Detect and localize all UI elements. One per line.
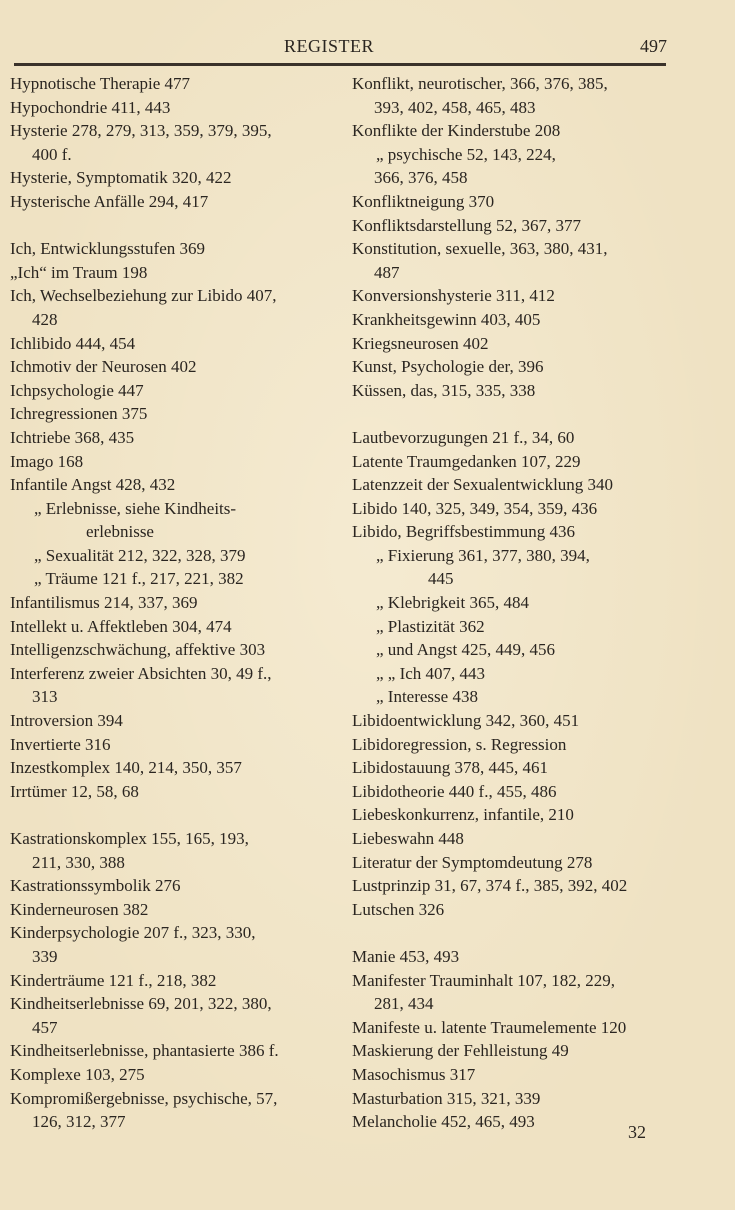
index-entry-continuation: „ Träume 121 f., 217, 221, 382 — [34, 569, 244, 589]
index-entry: Konflikt, neurotischer, 366, 376, 385, — [352, 74, 608, 93]
index-entry-continuation: 400 f. — [32, 144, 72, 164]
index-entry: Ichlibido 444, 454 — [10, 333, 136, 353]
index-entry: Konfliktneigung 370 — [352, 191, 495, 211]
section-gap — [352, 921, 668, 945]
index-entry: Kastrationssymbolik 276 — [10, 876, 181, 896]
index-entry: Libidoentwicklung 342, 360, 451 — [352, 711, 580, 731]
index-entry: Manifester Trauminhalt 107, 182, 229, — [352, 970, 616, 990]
index-entry-continuation: „ psychische 52, 143, 224, — [376, 144, 556, 164]
index-entry: Infantile Angst 428, 432 — [10, 475, 176, 495]
index-entry: Krankheitsgewinn 403, 405 — [352, 309, 541, 329]
index-entry-continuation: 445 — [428, 569, 454, 589]
index-entry-continuation: 428 — [32, 309, 58, 329]
index-entry-continuation: 339 — [32, 946, 58, 966]
index-entry: Komplexe 103, 275 — [10, 1064, 145, 1084]
index-entry: Masturbation 315, 321, 339 — [352, 1088, 541, 1108]
index-entry: Irrtümer 12, 58, 68 — [10, 781, 139, 801]
index-entry: Introversion 394 — [10, 711, 123, 731]
index-entry-continuation: 211, 330, 388 — [32, 852, 125, 872]
index-entry: Imago 168 — [10, 451, 84, 471]
index-entry: Maskierung der Fehlleistung 49 — [352, 1041, 569, 1061]
section-gap — [10, 803, 330, 827]
index-entry-continuation: 366, 376, 458 — [374, 168, 468, 188]
index-entry: Konversionshysterie 311, 412 — [352, 286, 555, 306]
index-entry-continuation: erlebnisse — [86, 522, 154, 542]
index-entry-continuation: „ Plastizität 362 — [376, 616, 485, 636]
index-entry: Hypochondrie 411, 443 — [10, 97, 171, 117]
page-title: REGISTER — [284, 36, 375, 56]
header-rule — [14, 63, 666, 66]
index-entry: Interferenz zweier Absichten 30, 49 f., — [10, 663, 272, 683]
index-entry: Libido, Begriffsbestimmung 436 — [352, 522, 576, 542]
section-gap — [10, 214, 330, 238]
index-entry: Libidotheorie 440 f., 455, 486 — [352, 781, 557, 801]
index-entry: Kompromißergebnisse, psychische, 57, — [10, 1088, 278, 1108]
index-entry: Ichtriebe 368, 435 — [10, 427, 135, 447]
index-entry: Kinderpsychologie 207 f., 323, 330, — [10, 923, 256, 943]
index-entry: Kriegsneurosen 402 — [352, 333, 489, 353]
index-entry-continuation: „ und Angst 425, 449, 456 — [376, 640, 555, 660]
index-entry-continuation: „ Erlebnisse, siehe Kindheits- — [34, 498, 237, 518]
index-entry-continuation: „ Sexualität 212, 322, 328, 379 — [34, 545, 246, 565]
index-entry: Kinderträume 121 f., 218, 382 — [10, 970, 217, 990]
index-entry-continuation: 313 — [32, 687, 58, 707]
index-entry: Konfliktsdarstellung 52, 367, 377 — [352, 215, 582, 235]
index-entry: Literatur der Symptomdeutung 278 — [352, 852, 593, 872]
index-entry-continuation: 281, 434 — [374, 994, 434, 1014]
index-entry: Konflikte der Kinderstube 208 — [352, 121, 561, 141]
index-entry-continuation: 393, 402, 458, 465, 483 — [374, 97, 536, 117]
section-gap — [352, 402, 668, 426]
index-entry: Kindheitserlebnisse 69, 201, 322, 380, — [10, 994, 272, 1014]
index-entry: Latente Traumgedanken 107, 229 — [352, 451, 581, 471]
index-entry: Infantilismus 214, 337, 369 — [10, 593, 198, 613]
index-entry: Latenzzeit der Sexualentwicklung 340 — [352, 475, 614, 495]
signature-number: 32 — [628, 1122, 646, 1142]
index-entry: Libidostauung 378, 445, 461 — [352, 758, 548, 778]
index-entry-continuation: 126, 312, 377 — [32, 1112, 126, 1132]
index-column-right — [352, 72, 668, 1134]
index-entry-continuation: „ Klebrigkeit 365, 484 — [376, 593, 529, 613]
index-column-left — [10, 72, 330, 1134]
index-entry-continuation: „ „ Ich 407, 443 — [376, 663, 486, 683]
index-entry: Ich, Entwicklungsstufen 369 — [10, 239, 205, 259]
index-entry: Ichpsychologie 447 — [10, 380, 144, 400]
index-entry: Intelligenzschwächung, affektive 303 — [10, 640, 266, 660]
index-entry: Liebeskonkurrenz, infantile, 210 — [352, 805, 574, 825]
index-entry: Ichmotiv der Neurosen 402 — [10, 357, 197, 377]
index-entry: Libido 140, 325, 349, 354, 359, 436 — [352, 498, 598, 518]
index-entry-continuation: „ Interesse 438 — [376, 687, 478, 707]
index-entry: Lautbevorzugungen 21 f., 34, 60 — [352, 427, 575, 447]
index-entry: Invertierte 316 — [10, 734, 111, 754]
index-entry: Manifeste u. latente Traumelemente 120 — [352, 1017, 627, 1037]
index-entry: Ich, Wechselbeziehung zur Libido 407, — [10, 286, 277, 306]
running-header — [14, 36, 665, 60]
index-entry: Küssen, das, 315, 335, 338 — [352, 380, 536, 400]
index-entry: Masochismus 317 — [352, 1064, 476, 1084]
index-entry-continuation: „ Fixierung 361, 377, 380, 394, — [376, 545, 590, 565]
index-entry: Inzestkomplex 140, 214, 350, 357 — [10, 758, 242, 778]
index-entry: Kastrationskomplex 155, 165, 193, — [10, 829, 249, 848]
index-entry: Libidoregression, s. Regression — [352, 734, 567, 754]
index-entry-continuation: 487 — [374, 262, 400, 282]
index-entry: Intellekt u. Affektleben 304, 474 — [10, 616, 232, 636]
index-entry: Hysterie, Symptomatik 320, 422 — [10, 168, 232, 188]
index-entry: Hypnotische Therapie 477 — [10, 74, 191, 93]
index-entry: Hysterie 278, 279, 313, 359, 379, 395, — [10, 121, 272, 141]
index-entry: Liebeswahn 448 — [352, 829, 464, 848]
index-entry: Lustprinzip 31, 67, 374 f., 385, 392, 402 — [352, 876, 628, 896]
page-number: 497 — [640, 36, 667, 56]
index-entry: Konstitution, sexuelle, 363, 380, 431, — [352, 239, 608, 259]
index-entry: Ichregressionen 375 — [10, 404, 148, 424]
index-entry-continuation: 457 — [32, 1017, 58, 1037]
index-entry: Manie 453, 493 — [352, 946, 460, 966]
index-entry: Kindheitserlebnisse, phantasierte 386 f. — [10, 1041, 279, 1061]
index-entry: Kinderneurosen 382 — [10, 899, 149, 919]
index-entry: Hysterische Anfälle 294, 417 — [10, 191, 209, 211]
index-entry: Melancholie 452, 465, 493 — [352, 1112, 535, 1132]
index-entry: Lutschen 326 — [352, 899, 445, 919]
index-entry: „Ich“ im Traum 198 — [10, 262, 148, 282]
index-entry: Kunst, Psychologie der, 396 — [352, 357, 544, 377]
